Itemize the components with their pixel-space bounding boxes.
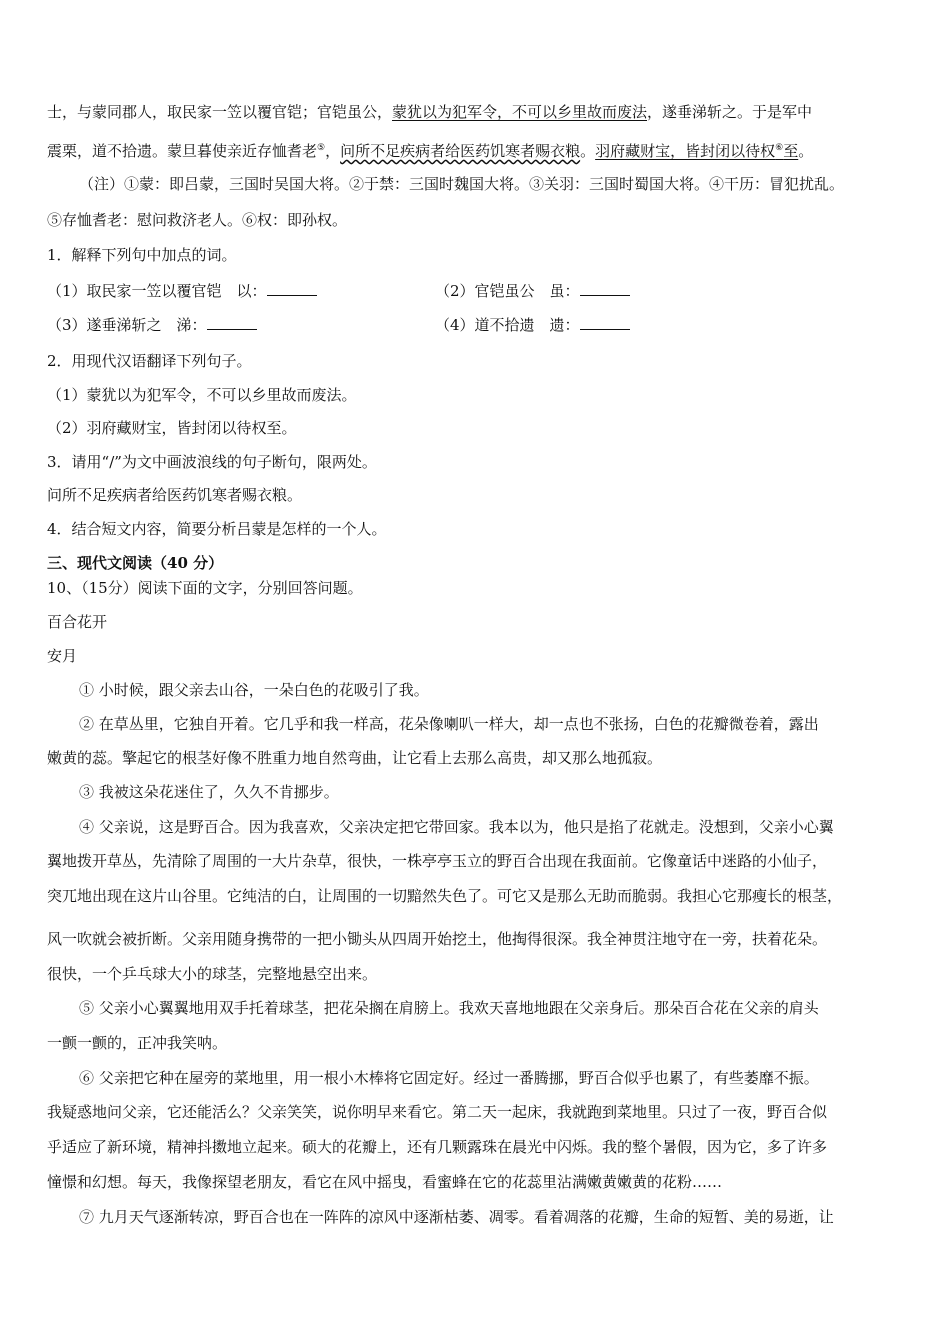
paragraph-6-line-2: 我疑惑地问父亲，它还能活么？父亲笑笑，说你明早来看它。第二天一起床，我就跑到菜地里。只过了一夜，野百合似: [47, 1103, 828, 1121]
paragraph-2-line-2: 嫩黄的蕊。擎起它的根茎好像不胜重力地自然弯曲，让它看上去那么高贵，却又那么地孤寂。: [47, 749, 663, 767]
paragraph-6-line-3: 乎适应了新环境，精神抖擞地立起来。硕大的花瓣上，还有几颗露珠在晨光中闪烁。我的整个暑假，因为它，多了许多: [47, 1138, 828, 1156]
underlined-sentence-1: 蒙犹以为犯军令，不可以乡里故而废法: [392, 103, 648, 121]
paragraph-4-line-1: ④ 父亲说，这是野百合。因为我喜欢，父亲决定把它带回家。我本以为，他只是掐了花就走。没想到，父亲小心翼: [79, 818, 834, 836]
answer-blank[interactable]: [207, 315, 257, 330]
question-10: 10、（15分）阅读下面的文字，分别回答问题。: [47, 579, 363, 597]
paragraph-7-line-1: ⑦ 九月天气逐渐转凉，野百合也在一阵阵的凉风中逐渐枯萎、凋零。看着凋落的花瓣，生命的短暂、美的易逝，让: [79, 1208, 834, 1226]
paragraph-4-line-5: 很快，一个乒乓球大小的球茎，完整地悬空出来。: [47, 965, 378, 983]
answer-blank[interactable]: [267, 281, 317, 296]
passage-line-2: 震栗，道不拾遗。蒙旦暮使亲近存恤耆老⑤，问所不足疾病者给医药饥寒者赐衣粮。羽府藏财宝，皆封闭以待权⑥至。: [47, 142, 814, 160]
underlined-sentence-2: 羽府藏财宝，皆封闭以待权⑥至: [595, 142, 799, 160]
question-3: 3．请用“/”为文中画波浪线的句子断句，限两处。: [47, 453, 377, 471]
wavy-sentence: 问所不足疾病者给医药饥寒者赐衣粮: [340, 142, 581, 160]
question-2-item-1: （1）蒙犹以为犯军令，不可以乡里故而废法。: [47, 386, 357, 404]
paragraph-6-line-4: 憧憬和幻想。每天，我像探望老朋友，看它在风中摇曳，看蜜蜂在它的花蕊里沾满嫩黄嫩黄的花粉……: [47, 1173, 723, 1191]
paragraph-4-line-3: 突兀地出现在这片山谷里。它纯洁的白，让周围的一切黯然失色了。可它又是那么无助而脆弱。我担心它那瘦长的根茎，: [47, 887, 843, 905]
question-1: 1．解释下列句中加点的词。: [47, 246, 237, 264]
question-4: 4．结合短文内容，简要分析吕蒙是怎样的一个人。: [47, 520, 387, 538]
answer-blank[interactable]: [580, 315, 630, 330]
notes-line-1: （注）①蒙：即吕蒙，三国时吴国大将。②于禁：三国时魏国大将。③关羽：三国时蜀国大将。④干历：冒犯扰乱。: [79, 175, 845, 193]
article-author: 安月: [47, 647, 78, 665]
notes-line-2: ⑤存恤耆老：慰问救济老人。⑥权：即孙权。: [47, 211, 348, 229]
article-title: 百合花开: [47, 613, 108, 631]
paragraph-4-line-4: 风一吹就会被折断。父亲用随身携带的一把小锄头从四周开始挖土，他掏得很深。我全神贯注地守在一旁，扶着花朵。: [47, 930, 828, 948]
paragraph-5-line-2: 一颤一颤的，正冲我笑呐。: [47, 1034, 228, 1052]
section-heading: 三、现代文阅读（40 分）: [47, 554, 224, 572]
paragraph-3: ③ 我被这朵花迷住了，久久不肯挪步。: [79, 783, 339, 801]
question-2: 2．用现代汉语翻译下列句子。: [47, 352, 252, 370]
question-1-row-2: （3）遂垂涕斩之 涕： （4）道不拾遗 遗：: [47, 315, 910, 335]
question-2-item-2: （2）羽府藏财宝，皆封闭以待权至。: [47, 419, 297, 437]
question-3-text: 问所不足疾病者给医药饥寒者赐衣粮。: [47, 486, 303, 504]
passage-line-1: 士，与蒙同郡人，取民家一笠以覆官铠；官铠虽公，蒙犹以为犯军令，不可以乡里故而废法，遂垂涕斩之。于是军中: [47, 103, 813, 121]
answer-blank[interactable]: [580, 281, 630, 296]
paragraph-1: ① 小时候，跟父亲去山谷，一朵白色的花吸引了我。: [79, 681, 429, 699]
paragraph-4-line-2: 翼地拨开草丛，先清除了周围的一大片杂草，很快，一株亭亭玉立的野百合出现在我面前。它像童话中迷路的小仙子，: [47, 852, 828, 870]
question-1-row-1: （1）取民家一笠以覆官铠 以： （2）官铠虽公 虽：: [47, 281, 910, 301]
paragraph-6-line-1: ⑥ 父亲把它种在屋旁的菜地里，用一根小木棒将它固定好。经过一番腾挪，野百合似乎也累了，有些萎靡不振。: [79, 1069, 819, 1087]
paragraph-2-line-1: ② 在草丛里，它独自开着。它几乎和我一样高，花朵像喇叭一样大，却一点也不张扬，白色的花瓣微卷着，露出: [79, 715, 819, 733]
paragraph-5-line-1: ⑤ 父亲小心翼翼地用双手托着球茎，把花朵搁在肩膀上。我欢天喜地地跟在父亲身后。那朵百合花在父亲的肩头: [79, 999, 819, 1017]
